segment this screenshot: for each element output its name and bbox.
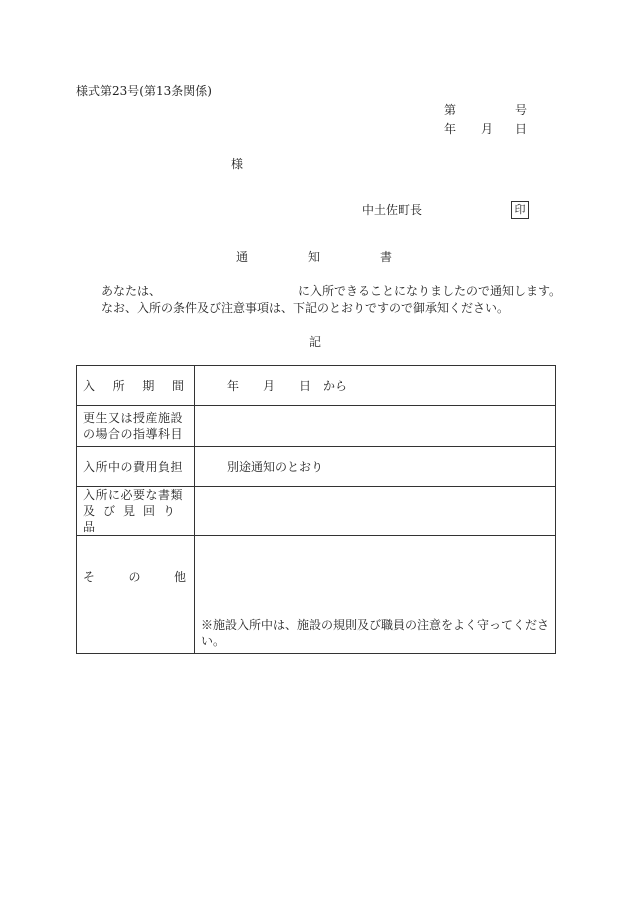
label-line: の場合の指導科目 (83, 427, 184, 441)
label-admission-period (77, 366, 195, 406)
value-required-documents (195, 487, 556, 536)
value-other-notice: ※施設入所中は、施設の規則及び職員の注意をよく守ってください。 (195, 536, 556, 654)
title-char-3: 書 (380, 250, 393, 264)
label-line: 及び見回り品 (83, 504, 184, 534)
label-char: そ (83, 570, 96, 584)
label-line: 入所に必要な書類 (83, 488, 184, 502)
document-number-suffix: 号 (515, 103, 528, 117)
label-other (77, 536, 195, 654)
value-admission-period: 年 月 日 から (195, 366, 556, 406)
label-char: の (128, 570, 141, 584)
ki-mark: 記 (309, 335, 322, 349)
label-line: 更生又は授産施設 (83, 411, 184, 425)
label-cost-burden: 入所中の費用負担 (77, 447, 195, 487)
issuer-title: 中土佐町長 (362, 203, 423, 217)
label-required-documents (77, 487, 195, 536)
value-guidance-subjects (195, 406, 556, 447)
body-line2: なお、入所の条件及び注意事項は、下記のとおりですので御承知ください。 (101, 301, 510, 315)
label-char: 期 (142, 378, 155, 393)
title-char-2: 知 (308, 250, 321, 264)
document-number-prefix: 第 (444, 103, 457, 117)
label-char: 入 (83, 378, 96, 393)
label-char: 所 (112, 378, 125, 393)
addressee-honorific: 様 (231, 157, 244, 171)
value-cost-burden: 別途通知のとおり (195, 447, 556, 487)
table-row (77, 366, 556, 406)
date-month: 月 (481, 122, 494, 136)
date-day: 日 (515, 122, 528, 136)
label-guidance-subjects (77, 406, 195, 447)
body-line1-end: に入所できることになりましたので通知します。 (298, 284, 562, 298)
table-row (77, 487, 556, 536)
seal-mark: 印 (511, 201, 529, 219)
label-char: 間 (171, 378, 184, 393)
conditions-table (76, 365, 556, 654)
title-char-1: 通 (236, 250, 249, 264)
date-year: 年 (444, 122, 457, 136)
table-row (77, 447, 556, 487)
form-number: 様式第23号(第13条関係) (76, 84, 212, 98)
body-line1-start: あなたは、 (101, 284, 162, 298)
label-char: 他 (173, 570, 186, 584)
table-row (77, 536, 556, 654)
table-row (77, 406, 556, 447)
